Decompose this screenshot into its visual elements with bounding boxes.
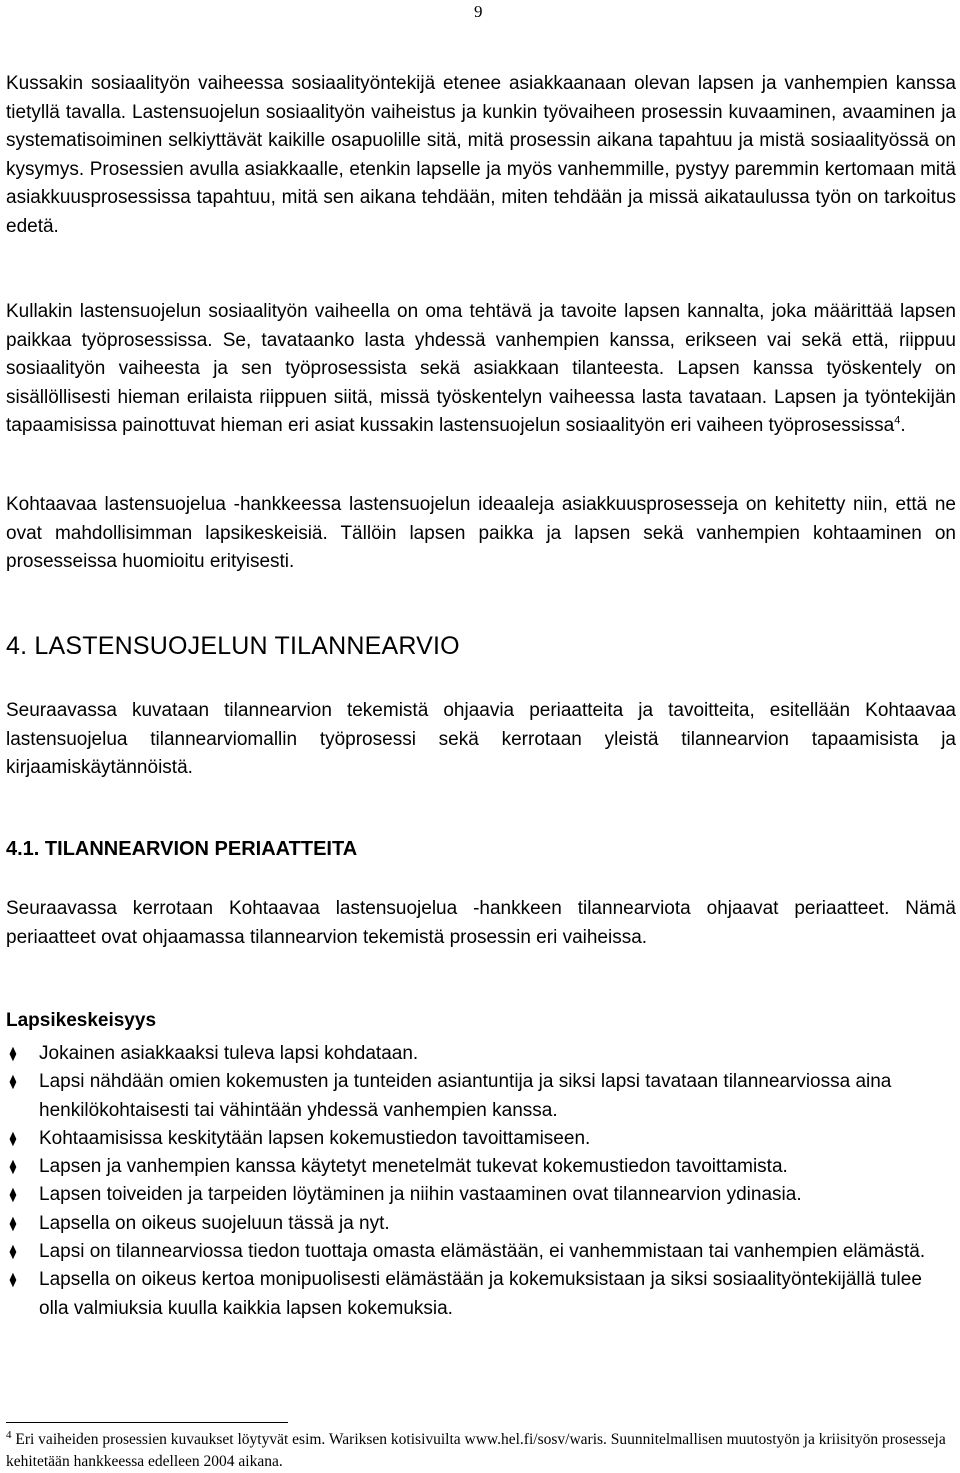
list-item-text: Kohtaamisissa keskitytään lapsen kokemustiedon tavoittamiseen. — [39, 1127, 591, 1149]
list-item-text: Lapsella on oikeus kertoa monipuolisesti elämästään ja kokemuksistaan ja siksi sosiaalityöntekijällä tulee olla valmiuksia kuulla kaikkia lapsen kokemuksia. — [39, 1269, 922, 1319]
bullet-icon: ⧫ — [9, 1244, 17, 1261]
paragraph-2-end: . — [900, 415, 906, 437]
list-item — [6, 1238, 956, 1266]
list-item — [6, 1210, 956, 1238]
footnote-separator — [6, 1422, 288, 1423]
footnote-number: 4 — [6, 1428, 12, 1441]
paragraph-1: Kussakin sosiaalityön vaiheessa sosiaalityöntekijä etenee asiakkaanaan olevan lapsen ja vanhempien kanssa tietyllä tavalla. Lastensuojelun sosiaalityön vaiheistus ja kunkin työvaiheen prosessin kuvaaminen, avaaminen ja systematisoiminen selkiyttävät kaikille osapuolille sitä, mitä prosessin aikana tapahtuu ja mistä sosiaalityössä on kysymys. Prosessien avulla asiakkaalle, etenkin lapselle ja myös vanhemmille, pystyy paremmin kertomaan mitä asiakkuusprosessissa tapahtuu, mitä sen aikana tehdään, miten tehdään ja missä aikataulussa työn on tarkoitus edetä. — [6, 73, 956, 237]
list-item-text: Lapsi nähdään omien kokemusten ja tunteiden asiantuntija ja siksi lapsi tavataan tilannearviossa aina henkilökohtaisesti tai vähintään yhdessä vanhempien kanssa. — [39, 1071, 892, 1121]
bullet-icon: ⧫ — [9, 1159, 17, 1176]
bullet-icon: ⧫ — [9, 1187, 17, 1204]
heading-lastensuojelun-tilannearvio: 4. LASTENSUOJELUN TILANNEARVIO — [6, 632, 460, 660]
page-number: 9 — [474, 2, 483, 21]
heading-lapsikeskeisyys: Lapsikeskeisyys — [6, 1010, 157, 1031]
list-item — [6, 1153, 956, 1181]
bullet-icon: ⧫ — [9, 1046, 17, 1062]
paragraph-2 — [6, 298, 956, 441]
paragraph-5: Seuraavassa kerrotaan Kohtaavaa lastensuojelua -hankkeen tilannearviota ohjaavat periaatteet. Nämä periaatteet ovat ohjaamassa tilannearvion tekemistä prosessin eri vaiheissa. — [6, 898, 956, 948]
list-item — [6, 1266, 956, 1323]
footnote-text: Eri vaiheiden prosessien kuvaukset löytyvät esim. Wariksen kotisivuilta www.hel.fi/sosv/waris. Suunnitelmallisen muutostyön ja kriisityön prosesseja kehitetään hankkeessa edelleen 2004 aikana. — [6, 1431, 946, 1470]
list-item-text: Lapsella on oikeus suojeluun tässä ja nyt. — [39, 1212, 390, 1234]
list-item — [6, 1040, 956, 1068]
paragraph-2-text: Kullakin lastensuojelun sosiaalityön vaiheella on oma tehtävä ja tavoite lapsen kannalta, joka määrittää lapsen paikkaa työprosessissa. Se, tavataanko lasta yhdessä vanhempien kanssa, erikseen vai sekä että, riippuu sosiaalityön vaiheesta ja sen työprosessista sekä asiakkaan tilanteesta. Lapsen kanssa työskentely on sisällöllisesti hieman erilaista riippuen siitä, missä työskentelyn vaiheessa lasta tavataan. Lapsen ja työntekijän tapaamisissa painottuvat hieman eri asiat kussakin lastensuojelun sosiaalityön eri vaiheen työprosessissa — [6, 301, 956, 437]
list-item — [6, 1125, 956, 1153]
bullet-icon: ⧫ — [9, 1130, 17, 1147]
bullet-icon: ⧫ — [9, 1215, 17, 1232]
principles-list — [6, 1040, 956, 1323]
list-item-text: Lapsen ja vanhempien kanssa käytetyt menetelmät tukevat kokemustiedon tavoittamista. — [39, 1156, 788, 1178]
footnote — [6, 1429, 956, 1473]
bullet-icon: ⧫ — [9, 1272, 17, 1289]
list-item — [6, 1068, 956, 1125]
list-item-text: Jokainen asiakkaaksi tuleva lapsi kohdataan. — [39, 1043, 419, 1064]
heading-tilannearvion-periaatteita: 4.1. TILANNEARVION PERIAATTEITA — [6, 838, 358, 860]
footnote-reference: 4 — [894, 415, 901, 428]
list-item-text: Lapsen toiveiden ja tarpeiden löytäminen ja niihin vastaaminen ovat tilannearvion ydinasia. — [39, 1184, 802, 1206]
paragraph-3: Kohtaavaa lastensuojelua -hankkeessa lastensuojelun ideaaleja asiakkuusprosesseja on kehitetty niin, että ne ovat mahdollisimman lapsikeskeisiä. Tällöin lapsen paikka ja lapsen sekä vanhempien kohtaaminen on prosesseissa huomioitu erityisesti. — [6, 494, 956, 573]
list-item — [6, 1181, 956, 1209]
bullet-icon: ⧫ — [9, 1074, 17, 1091]
list-item-text: Lapsi on tilannearviossa tiedon tuottaja omasta elämästään, ei vanhemmistaan tai vanhempien elämästä. — [39, 1241, 926, 1263]
paragraph-4: Seuraavassa kuvataan tilannearvion tekemistä ohjaavia periaatteita ja tavoitteita, esitellään Kohtaavaa lastensuojelua tilannearviomallin työprosessi sekä kerrotaan yleistä tilannearvion tapaamisista ja kirjaamiskäytännöistä. — [6, 700, 956, 779]
